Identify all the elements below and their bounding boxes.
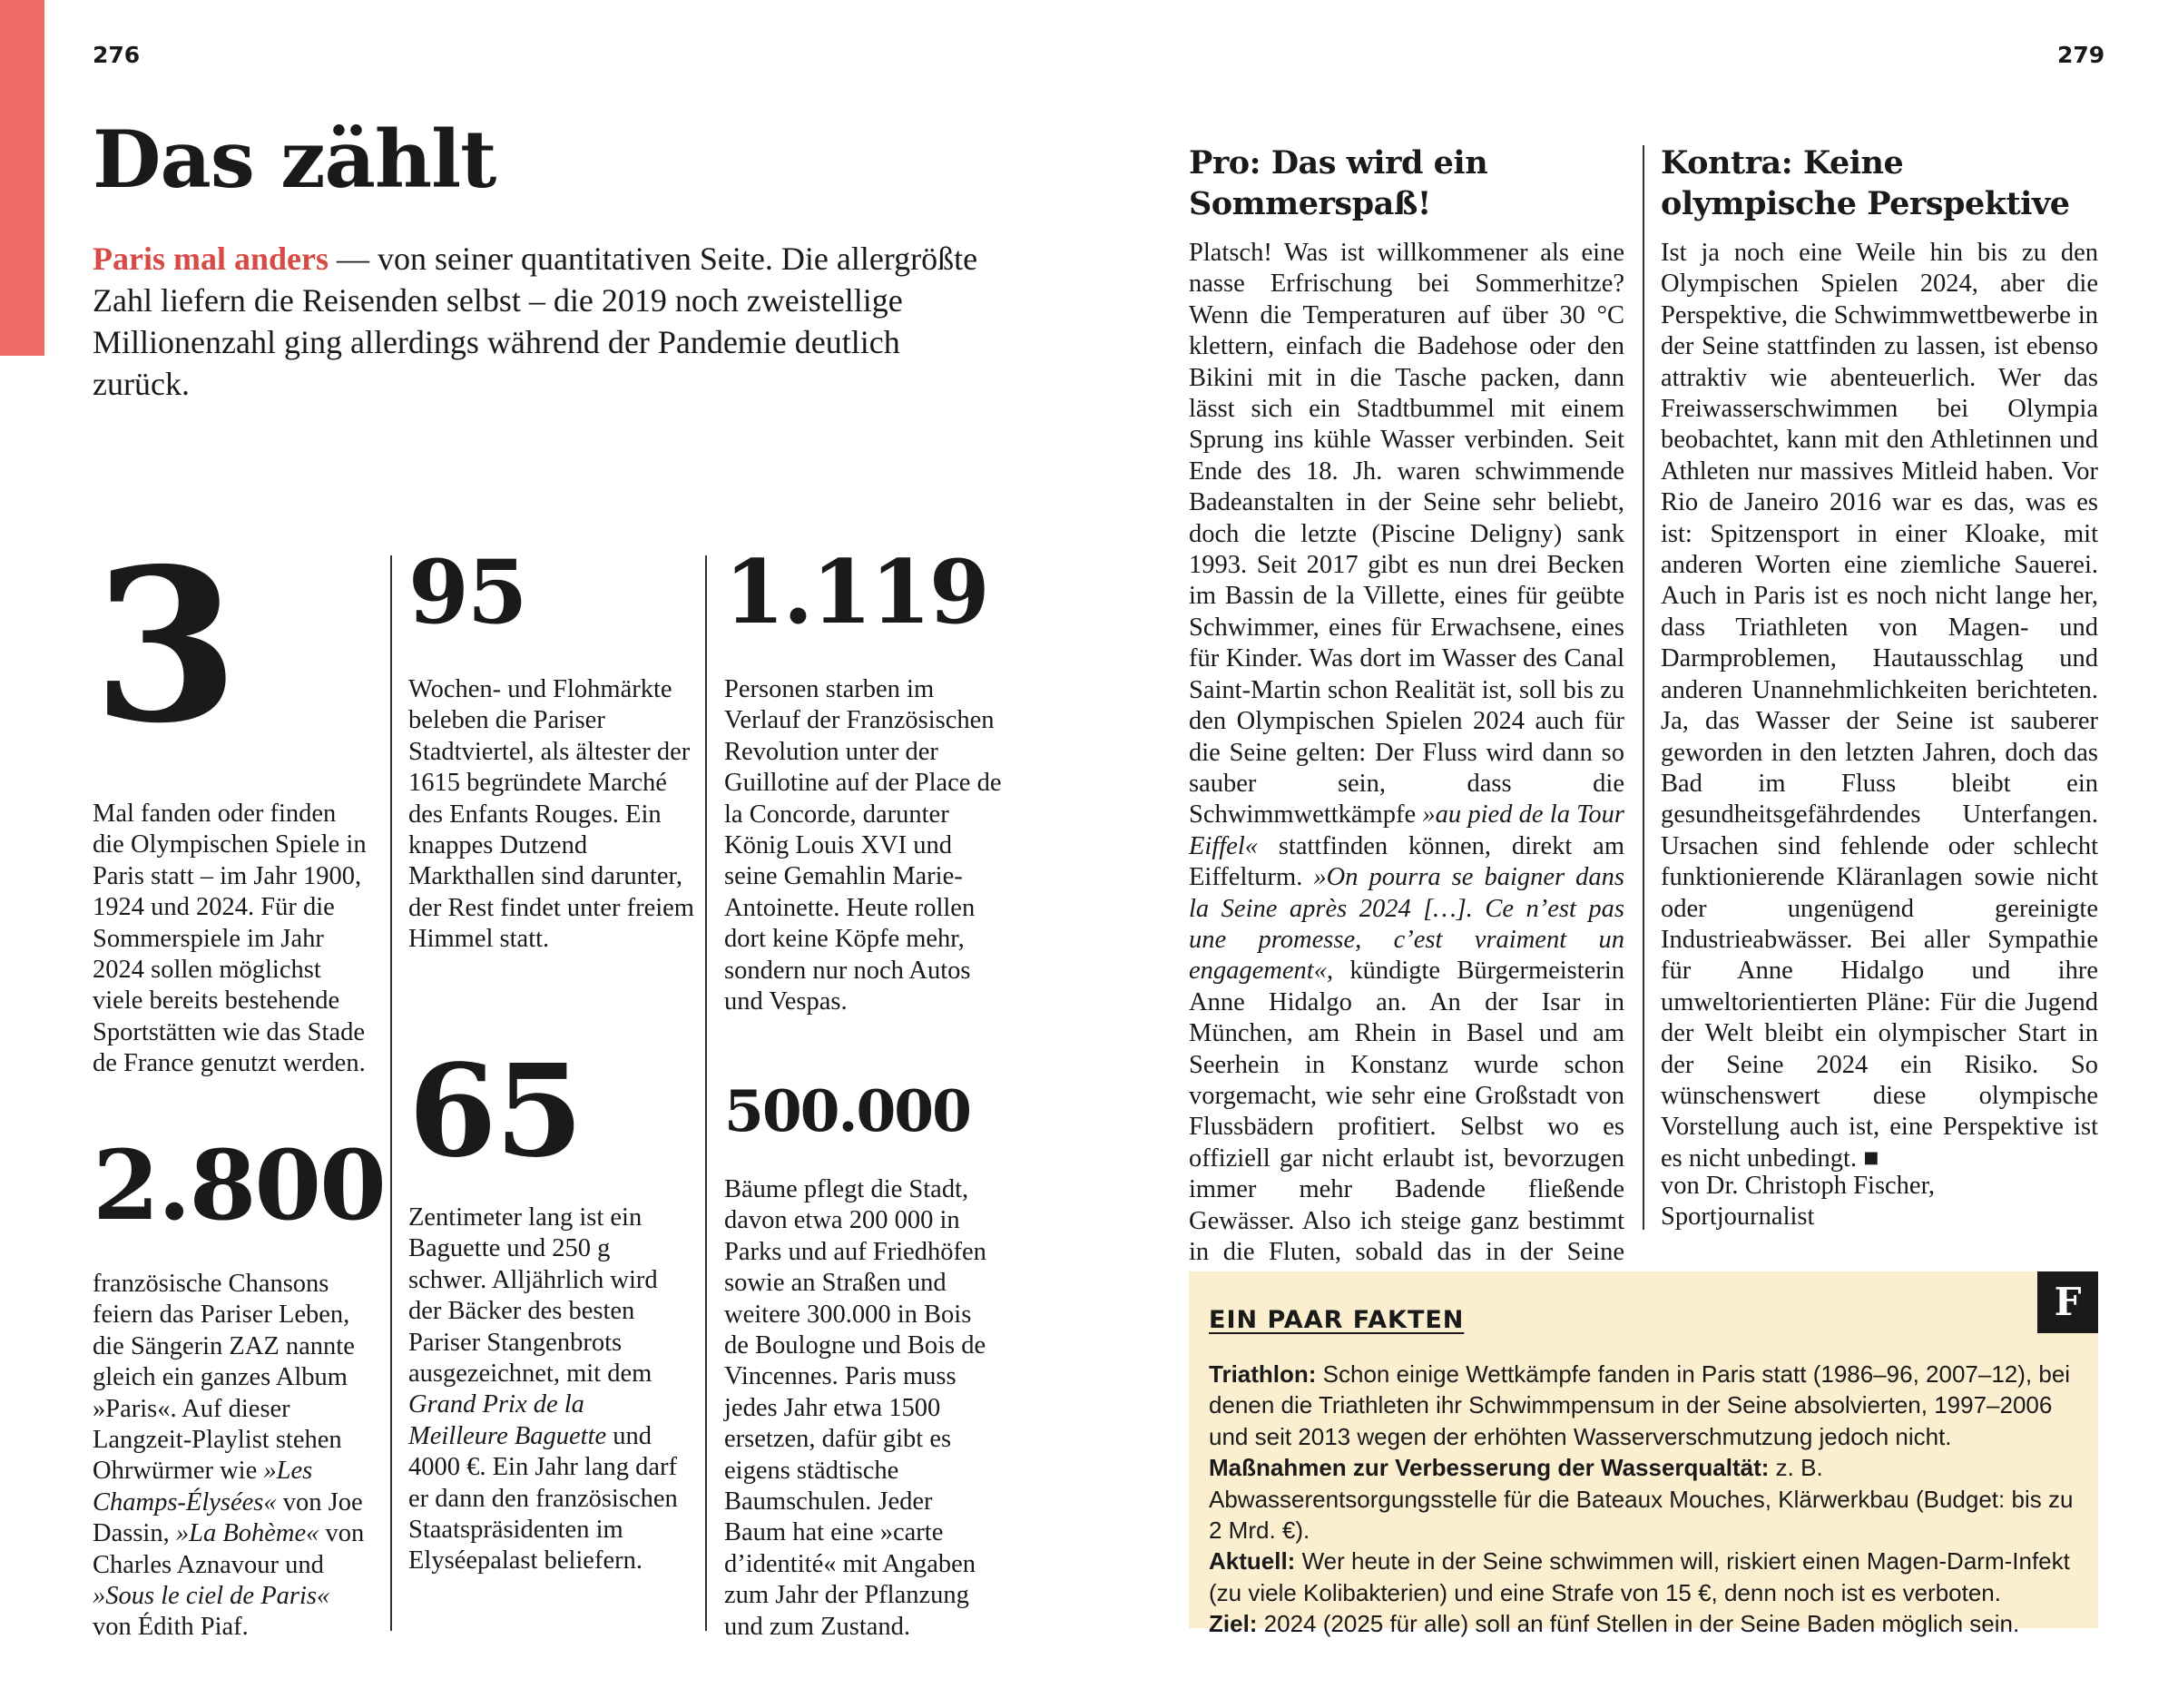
page-title: Das zählt bbox=[93, 113, 496, 206]
page-number-left: 276 bbox=[93, 42, 141, 68]
intro-lead: Paris mal anders bbox=[93, 240, 329, 277]
pro-contra-divider bbox=[1643, 145, 1644, 1230]
pro-heading: Pro: Das wird ein Sommerspaß! bbox=[1189, 144, 1488, 222]
column-divider bbox=[390, 555, 392, 1631]
fact-item: Ziel: 2024 (2025 für alle) soll an fünf Stellen in der Seine Baden möglich sein. bbox=[1209, 1610, 2020, 1638]
fact-item: Triathlon: Schon einige Wettkämpfe fanden in Paris statt (1986–96, 2007–12), bei denen die Triathleten ihr Schwimmpensum in der Seine absolvierten, 1997–2006 und seit 2013 wegen der erhöhten Wasserverschmutzung jedoch nicht. bbox=[1209, 1360, 2071, 1450]
figure-65-text: Zentimeter lang ist ein Baguette und 250 g schwer. Alljährlich wird der Bäcker des besten Pariser Stangenbrots ausgezeichnet, mit dem Grand Prix de la Meilleure Baguette und 4000 €. Ein Jahr lang darf er dann den französischen Staatspräsidenten im Elyséepalast beliefern. bbox=[408, 1203, 678, 1575]
end-mark: ■ bbox=[1863, 1144, 1879, 1173]
pro-text: Platsch! Was ist willkommener als eine nasse Erfrischung bei Sommerhitze? Wenn die Temperaturen auf über 30 °C klettern, einfach die Badehose oder den Bikini mit in die Tasche packen, dann lässt sich ein Stadtbummel mit einem Sprung ins kühle Wasser verbinden. Seit Ende des 18. Jh. waren schwimmende Badeanstalten in der Seine sehr beliebt, doch die letzte (Piscine Deligny) sank 1993. Seit 2017 gibt es nun drei Becken im Bassin de la Villette, eines für geübte Schwimmer, eines für Erwachsene, eines für Kinder. Was dort im Wasser des Canal Saint-Martin schon Realität ist, soll bis zu den Olympischen Spielen 2024 auch für die Seine gelten: Der Fluss wird dann so sauber sein, dass die Schwimmwettkämpfe »au pied de la Tour Eiffel« stattfinden können, direkt am Eiffelturm. »On pourra se baigner dans la Seine après 2024 […]. Ce n’est pas une promesse, c’est vraiment un engagement«, kündigte Bürgermeisterin Anne Hidalgo an. An der Isar in München, am Rhein in Basel und am Seerhein in Konstanz wurde schon vorgemacht, wie sehr eine Großstadt von Flussbädern profitiert. Selbst wo es offiziell gar nicht erlaubt ist, bevorzugen immer mehr Badende fließende Gewässer. Also ich steige ganz bestimmt in die Fluten, sobald das in der Seine bbox=[1189, 239, 1624, 1266]
figure-3-number: 3 bbox=[93, 522, 238, 770]
figure-65-number: 65 bbox=[408, 1037, 582, 1186]
facts-box bbox=[1189, 1271, 2098, 1638]
figure-95-number: 95 bbox=[408, 541, 526, 643]
contra-author: von Dr. Christoph Fischer, Sportjournalist bbox=[1661, 1172, 1936, 1232]
figure-2800-text: französische Chansons feiern das Pariser Leben, die Sängerin ZAZ nannte gleich ein ganzes Album »Paris«. Auf dieser Langzeit-Playlist stehen Ohrwürmer wie »Les Champs-Élysées« von Joe Dassin, »La Bohème« von Charles Aznavour und »Sous le ciel de Paris« von Édith Piaf. bbox=[93, 1270, 365, 1642]
contra-text: Ist ja noch eine Weile hin bis zu den Olympischen Spielen 2024, aber die Perspektive, die Schwimmwettbewerbe in der Seine stattfinden zu lassen, ist ebenso attraktiv wie abenteuerlich. Wer das Freiwasserschwimmen bei Olympia beobachtet, kann mit den Athletinnen und Athleten nur massives Mitleid haben. Vor Rio de Janeiro 2016 war es das, was es ist: Spitzensport in einer Kloake, mit anderen Worten eine ziemliche Sauerei. Auch in Paris ist es noch nicht lange her, dass Triathleten von Magen- und Darmproblemen, Hautausschlag und anderen Unannehmlichkeiten berichteten. Ja, das Wasser der Seine ist sauberer geworden in den letzten Jahren, doch das Bad im Fluss bleibt ein gesundheitsgefährdendes Unterfangen. Ursachen sind fehlende oder schlecht funktionierende Kläranlagen sowie nicht oder ungenügend gereinigte Industrieabwässer. Bei aller Sympathie für Anne Hidalgo und ihre umweltorientierten Pläne: Für die Jugend der Welt bleibt ein olympischer Start in der Seine 2024 ein Risiko. So wünschenswert diese olympische Vorstellung auch ist, eine Perspektive ist es nicht unbedingt. ■ bbox=[1661, 239, 2098, 1173]
fact-item: Maßnahmen zur Verbesserung der Wasserqualtät: z. B. Abwasserentsorgungsstelle für die Bateaux Mouches, Klärwerkbau (Budget: bis zu 2 Mrd. €). bbox=[1209, 1454, 2074, 1545]
column-divider bbox=[705, 555, 707, 1631]
page-number-right: 279 bbox=[2057, 42, 2105, 68]
figure-500000-number: 500.000 bbox=[724, 1077, 970, 1144]
figure-1119-number: 1.119 bbox=[724, 541, 988, 643]
figure-1119-text: Personen starben im Verlauf der Französischen Revolution unter der Guillotine auf der Place de la Concorde, darunter König Louis XVI und seine Gemahlin Marie-Antoinette. Heute rollen dort keine Köpfe mehr, sondern nur noch Autos und Vespas. bbox=[724, 675, 1002, 1016]
figure-95-text: Wochen- und Flohmärkte beleben die Pariser Stadtviertel, als ältester der 1615 begründete Marché des Enfants Rouges. Ein knappes Dutzend Markthallen sind darunter, der Rest findet unter freiem Himmel statt. bbox=[408, 675, 694, 954]
intro-paragraph bbox=[93, 238, 991, 405]
fact-item: Aktuell: Wer heute in der Seine schwimmen will, riskiert einen Magen-Darm-Infekt (zu viele Kolibakterien) und eine Strafe von 15 €, denn noch ist es verboten. bbox=[1209, 1547, 2070, 1606]
chapter-tab-marker bbox=[0, 0, 44, 356]
facts-heading: EIN PAAR FAKTEN bbox=[1209, 1306, 1465, 1334]
figure-500000-text: Bäume pflegt die Stadt, davon etwa 200 000 in Parks und auf Friedhöfen sowie an Straßen und weitere 300.000 in Bois de Boulogne und Bois de Vincennes. Paris muss jedes Jahr etwa 1500 ersetzen, dafür gibt es eigens städtische Baumschulen. Jeder Baum hat eine »carte d’identité« mit Angaben zum Jahr der Pflanzung und zum Zustand. bbox=[724, 1175, 986, 1641]
figure-2800-number: 2.800 bbox=[93, 1128, 385, 1242]
figure-3-text: Mal fanden oder finden die Olympischen Spiele in Paris statt – im Jahr 1900, 1924 und 2024. Für die Sommerspiele im Jahr 2024 sollen möglichst viele bereits bestehende Sportstätten wie das Stade de France genutzt werden. bbox=[93, 800, 367, 1078]
facts-badge-icon: F bbox=[2037, 1271, 2098, 1333]
contra-heading: Kontra: Keine olympische Perspektive bbox=[1661, 144, 2070, 222]
facts-list bbox=[1209, 1359, 2075, 1640]
intro-text: — von seiner quantitativen Seite. Die allergrößte Zahl liefern die Reisenden selbst – die 2019 noch zweistellige Millionenzahl ging allerdings während der Pandemie deutlich zurück. bbox=[93, 240, 978, 402]
